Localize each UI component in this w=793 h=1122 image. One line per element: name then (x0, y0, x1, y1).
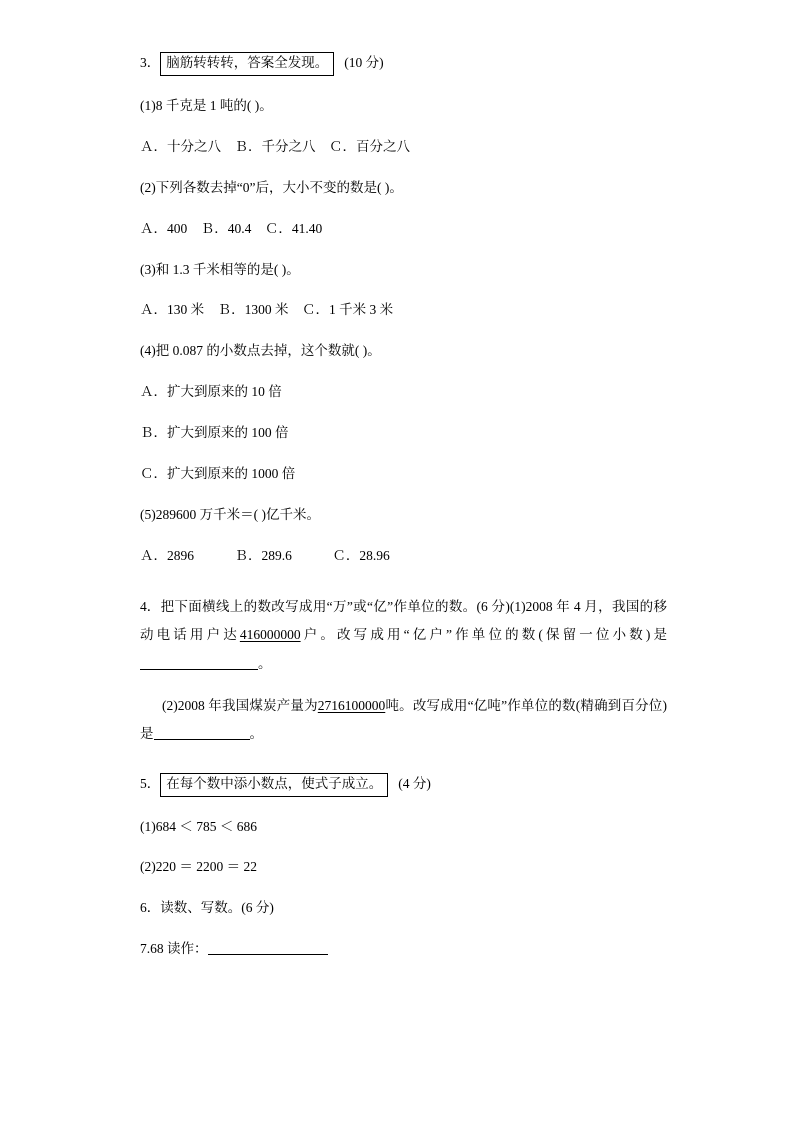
section-6-number: 6． (140, 900, 161, 916)
section-6-score: (6 分) (241, 900, 274, 916)
section-4-item1-end: 。 (258, 655, 272, 671)
section-4-block (140, 593, 667, 678)
section-6-heading (140, 898, 667, 919)
q3-4-option-b: Ｂ．扩大到原来的 100 倍 (140, 425, 289, 441)
section-4-item2-post: 吨。改写成用“亿吨”作单位的数(精确到百分位)是 (140, 697, 667, 742)
section-4-item2-number: 2716100000 (317, 697, 386, 713)
q6-1-label: 7.68 读作： (140, 941, 208, 957)
section-3-heading (140, 52, 667, 76)
section-3-score: (10 分) (344, 55, 384, 70)
section-4-item1-number: 416000000 (239, 627, 301, 643)
section-5-score: (4 分) (398, 775, 431, 791)
q3-5-stem: (5)289600 万千米＝( )亿千米。 (140, 507, 320, 523)
q6-1-answer-blank[interactable] (208, 940, 328, 955)
q6-1 (140, 939, 667, 960)
section-5-title: 在每个数中添小数点，使式子成立。 (160, 773, 388, 797)
section-4-item2-pre: (2)2008 年我国煤炭产量为 (162, 697, 318, 713)
section-4-item1-answer-blank[interactable] (140, 655, 258, 670)
section-4-number: 4． (140, 598, 161, 614)
q3-4-stem: (4)把 0.087 的小数点去掉，这个数就( )。 (140, 343, 381, 359)
q3-2-stem: (2)下列各数去掉“0”后，大小不变的数是( )。 (140, 179, 403, 195)
q3-3-stem: (3)和 1.3 千米相等的是( )。 (140, 261, 300, 277)
q3-1-stem: (1)8 千克是 1 吨的( )。 (140, 97, 273, 113)
section-5-number: 5． (140, 775, 161, 791)
q5-1: (1)684 ＜ 785 ＜ 686 (140, 818, 257, 834)
section-3-number: 3． (140, 55, 161, 70)
section-4-item2-answer-blank[interactable] (154, 725, 250, 740)
section-6-title: 读数、写数。 (160, 900, 242, 916)
section-4-item2-end: 。 (249, 726, 263, 742)
q3-5-options: Ａ．2896 Ｂ．289.6 Ｃ．28.96 (140, 548, 390, 564)
section-4-item1-pre: (1)2008 年 4 月，我国的移动电话用户达 (140, 598, 667, 643)
section-4-title: 把下面横线上的数改写成用“万”或“亿”作单位的数。 (160, 598, 477, 614)
q5-2: (2)220 ＝ 2200 ＝ 22 (140, 859, 257, 875)
section-4-score: (6 分) (476, 598, 510, 614)
q3-4-option-a: Ａ．扩大到原来的 10 倍 (140, 384, 282, 400)
q3-3-options: Ａ．130 米 Ｂ．1300 米 Ｃ．1 千米 3 米 (140, 302, 394, 318)
q3-2-options: Ａ．400 Ｂ．40.4 Ｃ．41.40 (140, 220, 323, 236)
section-3-title: 脑筋转转转，答案全发现。 (160, 52, 334, 76)
section-5-heading (140, 773, 667, 797)
q3-4-option-c: Ｃ．扩大到原来的 1000 倍 (140, 466, 296, 482)
section-4-item1-post: 户。改写成用“亿户”作单位的数(保留一位小数)是 (300, 627, 667, 643)
section-4-item2 (140, 692, 667, 749)
q3-1-options: Ａ．十分之八 Ｂ．千分之八 Ｃ．百分之八 (140, 138, 410, 154)
